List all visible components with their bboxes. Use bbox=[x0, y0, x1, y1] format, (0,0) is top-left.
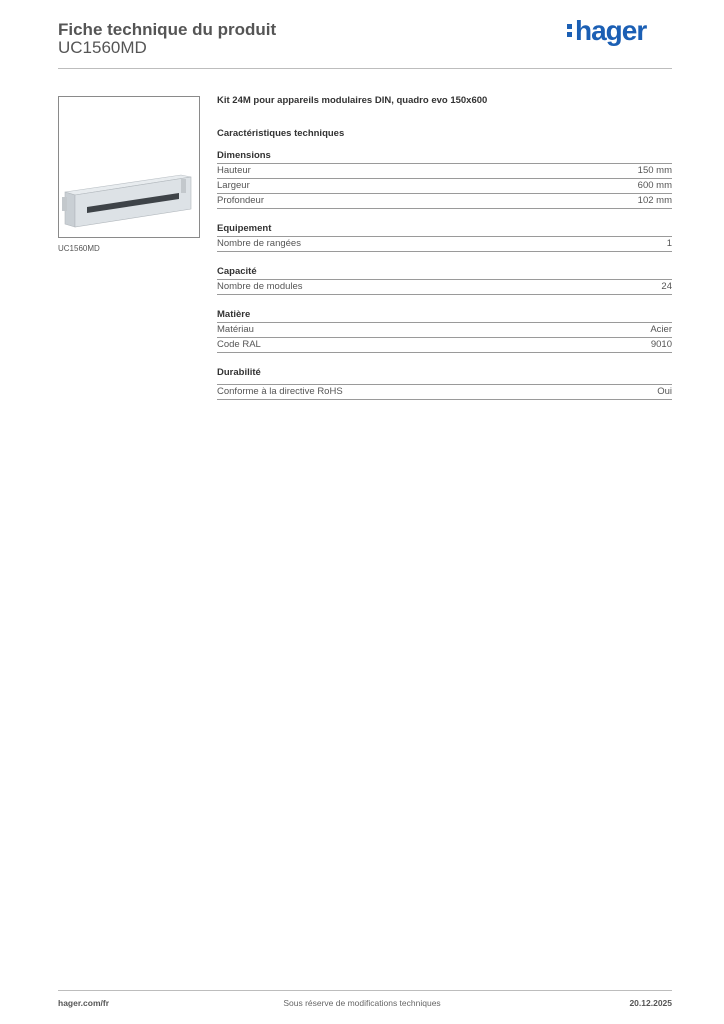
spec-value: 102 mm bbox=[637, 195, 672, 206]
spec-label: Code RAL bbox=[217, 339, 261, 350]
spec-label: Nombre de modules bbox=[217, 281, 303, 292]
spec-row bbox=[217, 338, 672, 353]
spec-row bbox=[217, 164, 672, 179]
spec-label: Largeur bbox=[217, 180, 250, 191]
logo-colon-icon bbox=[567, 21, 572, 40]
section-dimensions bbox=[217, 150, 672, 209]
section-durabilite bbox=[217, 367, 672, 400]
spec-row bbox=[217, 179, 672, 194]
technical-heading: Caractéristiques techniques bbox=[217, 128, 345, 139]
header-divider bbox=[58, 68, 672, 69]
section-title: Dimensions bbox=[217, 150, 672, 164]
spec-label: Matériau bbox=[217, 324, 254, 335]
image-caption: UC1560MD bbox=[58, 244, 100, 253]
spec-value: Acier bbox=[650, 324, 672, 335]
spec-value: Oui bbox=[657, 386, 672, 397]
section-title: Matière bbox=[217, 309, 672, 323]
spec-panel bbox=[217, 95, 672, 410]
document-title: Fiche technique du produit bbox=[58, 20, 277, 39]
footer-date: 20.12.2025 bbox=[629, 998, 672, 1008]
product-panel-illustration bbox=[59, 97, 199, 237]
spec-value: 1 bbox=[666, 238, 672, 249]
product-description: Kit 24M pour appareils modulaires DIN, quadro evo 150x600 bbox=[217, 95, 488, 106]
spec-label: Profondeur bbox=[217, 195, 265, 206]
spec-value: 150 mm bbox=[637, 165, 672, 176]
section-matiere bbox=[217, 309, 672, 353]
section-title: Capacité bbox=[217, 266, 672, 280]
spec-row bbox=[217, 194, 672, 209]
section-title: Equipement bbox=[217, 223, 672, 237]
spec-value: 600 mm bbox=[637, 180, 672, 191]
spec-label: Conforme à la directive RoHS bbox=[217, 386, 343, 397]
spec-row bbox=[217, 280, 672, 295]
hager-logo bbox=[567, 15, 646, 47]
spec-row bbox=[217, 323, 672, 338]
product-image bbox=[58, 96, 200, 238]
spec-label: Hauteur bbox=[217, 165, 251, 176]
footer-website-link[interactable]: hager.com/fr bbox=[58, 998, 110, 1008]
section-capacite bbox=[217, 266, 672, 295]
footer-notice: Sous réserve de modifications techniques bbox=[283, 998, 441, 1008]
spec-row bbox=[217, 237, 672, 252]
spec-value: 9010 bbox=[650, 339, 672, 350]
section-equipement bbox=[217, 223, 672, 252]
spec-row bbox=[217, 384, 672, 400]
footer-divider bbox=[58, 990, 672, 991]
spec-value: 24 bbox=[661, 281, 672, 292]
product-code: UC1560MD bbox=[58, 38, 147, 57]
logo-text: hager bbox=[575, 15, 647, 46]
section-title: Durabilité bbox=[217, 367, 261, 378]
spec-label: Nombre de rangées bbox=[217, 238, 301, 249]
